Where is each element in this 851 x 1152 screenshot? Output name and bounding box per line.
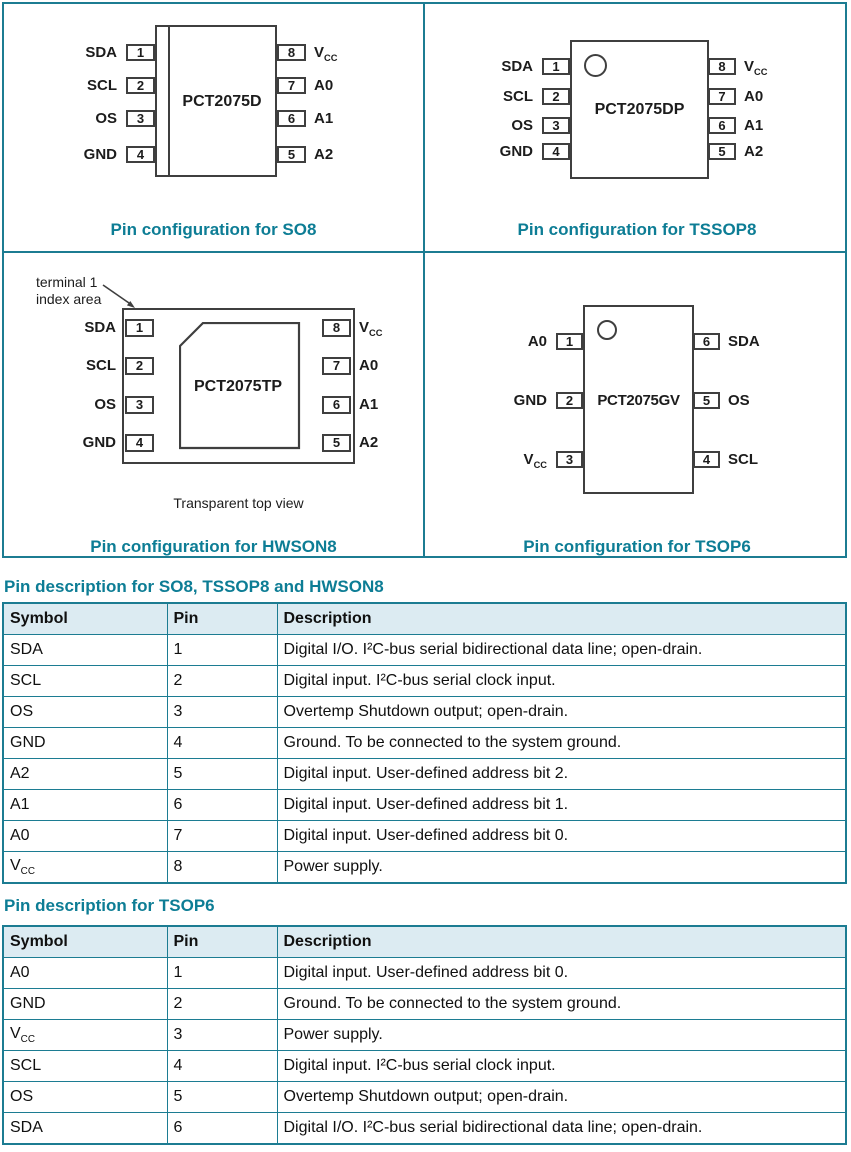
pin-cell: 1 (167, 958, 277, 989)
column-header-description: Description (277, 603, 846, 635)
pin-cell: 6 (167, 790, 277, 821)
pin-label-so8-SDA: SDA (85, 44, 117, 61)
pin-box-tssop8-7: 7 (708, 88, 736, 105)
table-header-row (3, 603, 846, 635)
pin-cell: 6 (167, 1113, 277, 1145)
pin-label-so8-A1: A1 (314, 110, 334, 127)
section-heading-so8-tssop8-hwson8: Pin description for SO8, TSSOP8 and HWSON8 (4, 577, 384, 596)
description-cell: Power supply. (277, 852, 846, 884)
column-header-description: Description (277, 926, 846, 958)
pin-label-tssop8-A0: A0 (744, 88, 764, 105)
table-row (3, 1082, 846, 1113)
pin-box-tsop6-5: 5 (693, 392, 720, 409)
description-cell: Ground. To be connected to the system ground. (277, 989, 846, 1020)
symbol-cell: A0 (3, 958, 167, 989)
description-cell: Overtemp Shutdown output; open-drain. (277, 1082, 846, 1113)
pin-cell: 4 (167, 728, 277, 759)
pin-box-so8-4: 4 (126, 146, 155, 163)
symbol-cell: A2 (3, 759, 167, 790)
grid-vertical-divider (423, 2, 425, 558)
symbol-cell: $V_{CC}$ (3, 1020, 167, 1051)
table-row (3, 697, 846, 728)
annotation-line: terminal 1 (36, 274, 98, 290)
pin-label-so8-OS: OS (95, 110, 117, 127)
pin-cell: 2 (167, 989, 277, 1020)
pin-label-tssop8-VCC: $V_{CC}$ (744, 58, 768, 77)
pin-label-tssop8-SDA: SDA (501, 58, 533, 75)
section-heading-tsop6: Pin description for TSOP6 (4, 896, 215, 915)
description-cell: Digital input. User-defined address bit 2. (277, 759, 846, 790)
grid-horizontal-divider (2, 251, 847, 253)
pin-cell: 3 (167, 1020, 277, 1051)
pin-label-tsop6-OS: OS (728, 392, 750, 409)
pin-box-so8-7: 7 (277, 77, 306, 94)
pin-label-tsop6-SDA: SDA (728, 333, 760, 350)
annotation-line: index area (36, 291, 102, 307)
column-header-pin: Pin (167, 603, 277, 635)
caption-so8: Pin configuration for SO8 (110, 220, 317, 239)
table-row (3, 852, 846, 884)
pin-box-tsop6-3: 3 (556, 451, 583, 468)
pin-box-tssop8-8: 8 (708, 58, 736, 75)
pin-box-hwson8-4: 4 (125, 434, 154, 452)
table-row (3, 728, 846, 759)
pin-box-hwson8-1: 1 (125, 319, 154, 337)
pin-description-table-so8-tssop8-hwson8 (2, 602, 847, 884)
pin-label-tsop6-VCC: $V_{CC}$ (523, 451, 547, 470)
symbol-cell: GND (3, 989, 167, 1020)
description-cell: Digital input. I²C-bus serial clock input. (277, 666, 846, 697)
pin-cell: 2 (167, 666, 277, 697)
symbol-cell: A0 (3, 821, 167, 852)
table-row (3, 821, 846, 852)
table-row (3, 989, 846, 1020)
pin-box-tssop8-3: 3 (542, 117, 570, 134)
table-row (3, 1113, 846, 1145)
pin-cell: 1 (167, 635, 277, 666)
pin-cell: 5 (167, 1082, 277, 1113)
column-header-symbol: Symbol (3, 926, 167, 958)
pin-label-so8-A2: A2 (314, 146, 334, 163)
symbol-cell: OS (3, 1082, 167, 1113)
pin-box-tsop6-2: 2 (556, 392, 583, 409)
pin-label-hwson8-GND: GND (82, 434, 116, 451)
hwson8-chip-label: PCT2075TP (193, 378, 283, 395)
pin-label-hwson8-A2: A2 (359, 434, 379, 451)
pin-description-table (2, 925, 847, 1145)
pin-label-tsop6-GND: GND (513, 392, 547, 409)
pin-label-so8-SCL: SCL (87, 77, 117, 94)
description-cell: Overtemp Shutdown output; open-drain. (277, 697, 846, 728)
pin-box-tsop6-1: 1 (556, 333, 583, 350)
symbol-cell: SCL (3, 1051, 167, 1082)
tssop8-chip-label: PCT2075DP (594, 101, 685, 118)
column-header-symbol: Symbol (3, 603, 167, 635)
pin-cell: 5 (167, 759, 277, 790)
symbol-cell: A1 (3, 790, 167, 821)
description-cell: Digital input. I²C-bus serial clock input. (277, 1051, 846, 1082)
table-row (3, 635, 846, 666)
symbol-cell: OS (3, 697, 167, 728)
caption-tsop6: Pin configuration for TSOP6 (523, 537, 751, 556)
table-row (3, 958, 846, 989)
pin-label-tssop8-A2: A2 (744, 143, 764, 160)
pin-label-so8-VCC: $V_{CC}$ (314, 44, 338, 63)
symbol-cell: SDA (3, 1113, 167, 1145)
table-header-row (3, 926, 846, 958)
table-row (3, 666, 846, 697)
pin-box-so8-5: 5 (277, 146, 306, 163)
pin-label-tssop8-A1: A1 (744, 117, 764, 134)
pin-box-so8-2: 2 (126, 77, 155, 94)
description-cell: Digital input. User-defined address bit 1. (277, 790, 846, 821)
description-cell: Ground. To be connected to the system ground. (277, 728, 846, 759)
table-row (3, 790, 846, 821)
pin-box-hwson8-6: 6 (322, 396, 351, 414)
symbol-cell: SDA (3, 635, 167, 666)
pin-box-tssop8-5: 5 (708, 143, 736, 160)
pin-label-tssop8-SCL: SCL (503, 88, 533, 105)
tsop6-chip-label: PCT2075GV (597, 392, 680, 409)
terminal1-index-annotation (36, 274, 101, 308)
pin-box-tssop8-2: 2 (542, 88, 570, 105)
pin-cell: 4 (167, 1051, 277, 1082)
pin-label-tssop8-OS: OS (511, 117, 533, 134)
pin-box-hwson8-2: 2 (125, 357, 154, 375)
pin-box-tssop8-6: 6 (708, 117, 736, 134)
pin-label-hwson8-VCC: $V_{CC}$ (359, 319, 383, 338)
symbol-cell: $V_{CC}$ (3, 852, 167, 884)
pin-box-hwson8-3: 3 (125, 396, 154, 414)
pin-box-tssop8-1: 1 (542, 58, 570, 75)
pin-label-hwson8-SDA: SDA (84, 319, 116, 336)
tsop6-pin1-marker-icon (597, 320, 617, 340)
pin-box-so8-1: 1 (126, 44, 155, 61)
pin-label-tsop6-A0: A0 (527, 333, 547, 350)
table-row (3, 1020, 846, 1051)
pin-label-hwson8-A0: A0 (359, 357, 379, 374)
pin-cell: 3 (167, 697, 277, 728)
tssop8-pin1-marker-icon (584, 54, 607, 77)
pin-label-so8-GND: GND (83, 146, 117, 163)
table-row (3, 1051, 846, 1082)
transparent-top-view-note: Transparent top view (173, 495, 304, 511)
column-header-pin: Pin (167, 926, 277, 958)
pin-label-hwson8-OS: OS (94, 396, 116, 413)
pin-box-tsop6-6: 6 (693, 333, 720, 350)
pin-box-so8-6: 6 (277, 110, 306, 127)
pin-label-tssop8-GND: GND (499, 143, 533, 160)
symbol-cell: GND (3, 728, 167, 759)
pin-box-so8-3: 3 (126, 110, 155, 127)
pin-box-tsop6-4: 4 (693, 451, 720, 468)
annotation-arrow-icon (98, 282, 146, 316)
description-cell: Digital input. User-defined address bit 0. (277, 958, 846, 989)
pin-cell: 8 (167, 852, 277, 884)
pin-description-table (2, 602, 847, 884)
so8-chip-label: PCT2075D (182, 93, 262, 110)
description-cell: Power supply. (277, 1020, 846, 1051)
pin-box-hwson8-7: 7 (322, 357, 351, 375)
caption-hwson8: Pin configuration for HWSON8 (90, 537, 337, 556)
caption-tssop8: Pin configuration for TSSOP8 (517, 220, 757, 239)
pin-box-so8-8: 8 (277, 44, 306, 61)
pin-box-tssop8-4: 4 (542, 143, 570, 160)
pin-label-hwson8-A1: A1 (359, 396, 379, 413)
description-cell: Digital I/O. I²C-bus serial bidirectional data line; open-drain. (277, 635, 846, 666)
description-cell: Digital input. User-defined address bit 0. (277, 821, 846, 852)
pin-label-so8-A0: A0 (314, 77, 334, 94)
pin-label-tsop6-SCL: SCL (728, 451, 758, 468)
pin-description-table-tsop6 (2, 925, 847, 1145)
table-row (3, 759, 846, 790)
symbol-cell: SCL (3, 666, 167, 697)
pin-box-hwson8-8: 8 (322, 319, 351, 337)
pin-label-hwson8-SCL: SCL (86, 357, 116, 374)
pin-box-hwson8-5: 5 (322, 434, 351, 452)
pin-cell: 7 (167, 821, 277, 852)
description-cell: Digital I/O. I²C-bus serial bidirectional data line; open-drain. (277, 1113, 846, 1145)
